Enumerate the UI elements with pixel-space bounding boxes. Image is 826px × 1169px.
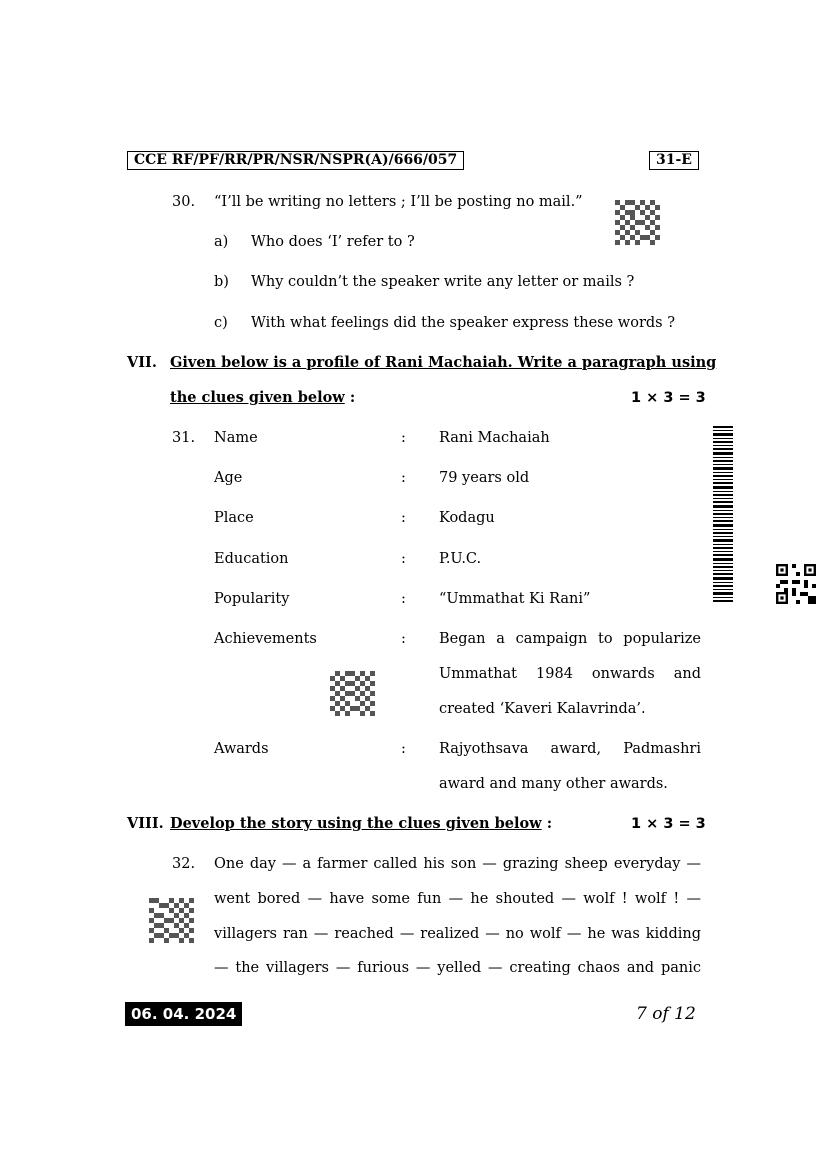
profile-value-place: Kodagu xyxy=(439,510,495,526)
section-7-number: VII. xyxy=(127,354,157,371)
section-8-number: VIII. xyxy=(127,815,164,832)
profile-sep: : xyxy=(401,591,406,607)
q32-clue-line3: villagers ran — reached — realized — no wolf — he was kidding xyxy=(214,926,701,942)
profile-value-achievements-line2: Ummathat 1984 onwards and xyxy=(439,666,701,682)
profile-sep: : xyxy=(401,430,406,446)
barcode-icon xyxy=(713,426,733,604)
qr-code-icon xyxy=(149,898,194,943)
section-8-marks: 1 × 3 = 3 xyxy=(631,816,706,832)
qr-code-icon xyxy=(330,671,375,716)
profile-sep: : xyxy=(401,470,406,486)
q32-clue-line1: One day — a farmer called his son — grazing sheep everyday — xyxy=(214,856,701,872)
profile-sep: : xyxy=(401,510,406,526)
section-8-instruction-text: Develop the story using the clues given below xyxy=(170,815,542,832)
section-8-instruction xyxy=(170,815,552,833)
profile-sep: : xyxy=(401,551,406,567)
q32-clue-line4: — the villagers — furious — yelled — creating chaos and panic xyxy=(214,960,701,976)
q31-number: 31. xyxy=(172,430,196,446)
qr-code-icon xyxy=(776,564,816,604)
profile-field-achievements: Achievements xyxy=(214,631,317,647)
profile-value-name: Rani Machaiah xyxy=(439,430,550,446)
profile-sep: : xyxy=(401,631,406,647)
section-7-colon: : xyxy=(349,389,356,406)
profile-field-education: Education xyxy=(214,551,289,567)
section-7-instruction-line2-text: the clues given below xyxy=(170,389,345,406)
q30-part-a-label: a) xyxy=(214,234,229,250)
profile-value-achievements-line1: Began a campaign to popularize xyxy=(439,631,701,647)
paper-number-box xyxy=(649,151,699,170)
paper-code-box xyxy=(127,151,464,170)
q32-clue-line2: went bored — have some fun — he shouted — wolf ! wolf ! — xyxy=(214,891,701,907)
q30-part-a-text: Who does ‘I’ refer to ? xyxy=(251,234,415,250)
qr-code-icon xyxy=(615,200,660,245)
q32-number: 32. xyxy=(172,856,196,872)
profile-value-age: 79 years old xyxy=(439,470,530,486)
profile-sep: : xyxy=(401,741,406,757)
paper-number: 31-E xyxy=(656,152,692,168)
profile-field-awards: Awards xyxy=(214,741,269,757)
section-7-instruction-line2 xyxy=(170,389,355,407)
profile-value-education: P.U.C. xyxy=(439,551,482,567)
q30-part-b-label: b) xyxy=(214,274,229,290)
profile-field-age: Age xyxy=(214,470,243,486)
section-7-marks: 1 × 3 = 3 xyxy=(631,390,706,406)
section-8-colon: : xyxy=(546,815,553,832)
q30-part-c-text: With what feelings did the speaker express these words ? xyxy=(251,315,675,331)
profile-field-popularity: Popularity xyxy=(214,591,290,607)
q30-part-b-text: Why couldn’t the speaker write any letter or mails ? xyxy=(251,274,635,290)
section-7-instruction-line1: Given below is a profile of Rani Machaiah. Write a paragraph using xyxy=(170,354,717,371)
profile-field-name: Name xyxy=(214,430,258,446)
profile-value-achievements-line3: created ‘Kaveri Kalavrinda’. xyxy=(439,701,646,717)
page-number: 7 of 12 xyxy=(636,1004,696,1024)
q30-part-c-label: c) xyxy=(214,315,228,331)
q30-number: 30. xyxy=(172,194,196,210)
profile-value-awards-line1: Rajyothsava award, Padmashri xyxy=(439,741,701,757)
q30-quote: “I’ll be writing no letters ; I’ll be posting no mail.” xyxy=(214,194,583,210)
exam-code: CCE RF/PF/RR/PR/NSR/NSPR(A)/666/057 xyxy=(134,152,458,168)
exam-date-badge: 06. 04. 2024 xyxy=(125,1002,242,1026)
profile-value-popularity: “Ummathat Ki Rani” xyxy=(439,591,591,607)
profile-field-place: Place xyxy=(214,510,254,526)
profile-value-awards-line2: award and many other awards. xyxy=(439,776,668,792)
